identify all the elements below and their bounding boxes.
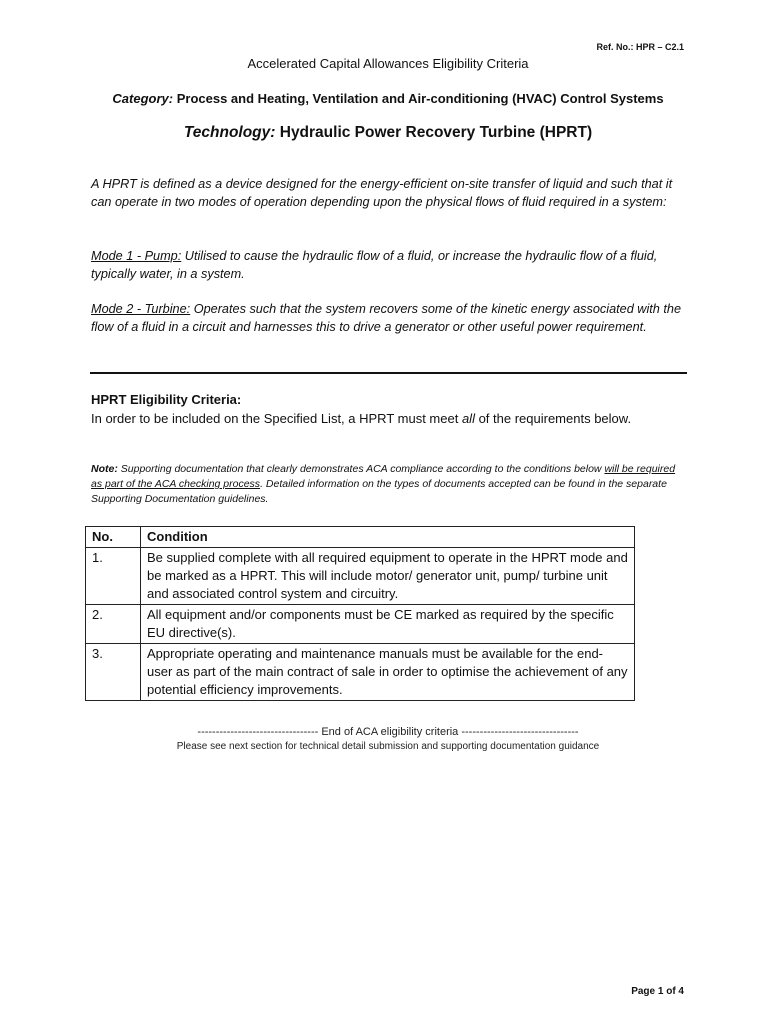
- criteria-intro-emphasis: all: [461, 411, 475, 426]
- intro-paragraph: A HPRT is defined as a device designed for the energy-efficient on-site transfer of liquid and such that it can operate in two modes of operation depending upon the physical flows of fluid required in a system:: [91, 177, 673, 209]
- mode1-text: Utilised to cause the hydraulic flow of a fluid, or increase the hydraulic flow of a fluid, typically water, in a system.: [91, 249, 658, 281]
- row-condition: Appropriate operating and maintenance manuals must be available for the end-user as part of the main contract of sale in order to optimise the achievement of any potential efficiency improvements.: [141, 644, 635, 701]
- category-line: [0, 91, 768, 106]
- mode2-text: Operates such that the system recovers some of the kinetic energy associated with the flow of a fluid in a circuit and harnesses this to drive a generator or other useful power requirement.: [91, 302, 682, 334]
- row-condition: All equipment and/or components must be CE marked as required by the specific EU directive(s).: [141, 605, 635, 644]
- criteria-intro: [91, 410, 691, 427]
- row-number: 2.: [86, 605, 141, 644]
- table-row: [86, 548, 635, 605]
- page-number: Page 1 of 4: [631, 986, 684, 997]
- header-condition: Condition: [141, 527, 635, 548]
- category-value: Process and Heating, Ventilation and Air-conditioning (HVAC) Control Systems: [173, 91, 664, 106]
- note-label: Note:: [91, 463, 118, 475]
- mode2-label: Mode 2 - Turbine:: [91, 302, 191, 316]
- row-number: 3.: [86, 644, 141, 701]
- reference-number: Ref. No.: HPR – C2.1: [596, 42, 684, 52]
- table-row: [86, 605, 635, 644]
- mode1-paragraph: [91, 247, 691, 283]
- end-of-criteria-line: --------------------------------- End of ACA eligibility criteria --------------------------------: [197, 726, 579, 738]
- technology-line: [0, 124, 768, 142]
- note-underlined: will be required as part of the ACA checking process: [91, 463, 676, 490]
- mode2-paragraph: [91, 300, 691, 336]
- row-number: 1.: [86, 548, 141, 605]
- criteria-intro-post: of the requirements below.: [474, 411, 632, 426]
- criteria-intro-pre: In order to be included on the Specified List, a HPRT must meet: [91, 411, 462, 426]
- next-section-note: Please see next section for technical detail submission and supporting documentation guidance: [176, 741, 600, 752]
- header-no: No.: [86, 527, 141, 548]
- criteria-heading: HPRT Eligibility Criteria:: [91, 392, 242, 407]
- technology-value: Hydraulic Power Recovery Turbine (HPRT): [275, 124, 593, 141]
- mode1-label: Mode 1 - Pump:: [91, 249, 182, 263]
- note-paragraph: [91, 462, 689, 507]
- table-row: [86, 644, 635, 701]
- row-condition: Be supplied complete with all required equipment to operate in the HPRT mode and be marked as a HPRT. This will include motor/ generator unit, pump/ turbine unit and associated control system and circuitry.: [141, 548, 635, 605]
- table-header-row: [86, 527, 635, 548]
- technology-label: Technology:: [183, 124, 276, 141]
- note-text-1: Supporting documentation that clearly demonstrates ACA compliance according to the conditions below: [117, 463, 605, 475]
- category-label: Category:: [112, 91, 174, 106]
- conditions-table: [85, 526, 635, 701]
- document-title: Accelerated Capital Allowances Eligibility Criteria: [247, 56, 529, 71]
- note-text-2: . Detailed information on the types of documents accepted can be found in the separate Supporting Documentation guidelines.: [91, 478, 667, 505]
- section-divider: [90, 372, 687, 374]
